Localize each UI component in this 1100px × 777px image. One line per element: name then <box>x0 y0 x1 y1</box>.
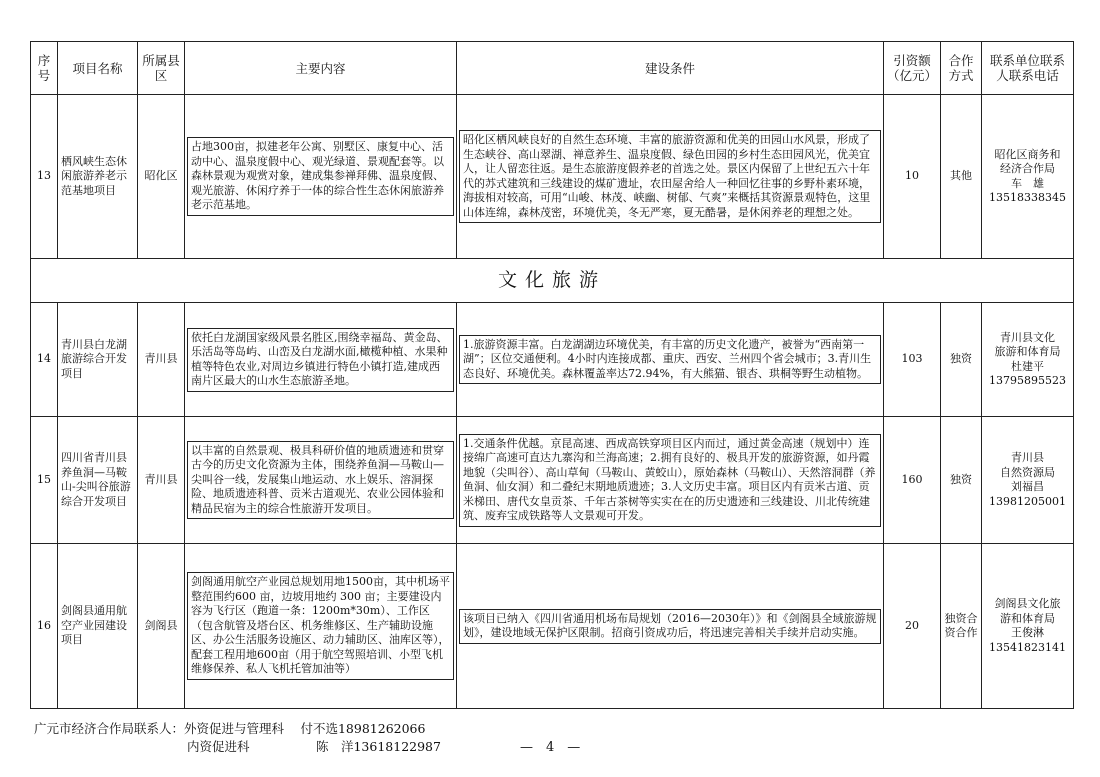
header-mode: 合作方式 <box>941 42 982 95</box>
row-county: 剑阁县 <box>138 544 185 709</box>
row-content <box>185 303 457 417</box>
row-investment: 10 <box>884 95 941 259</box>
contact-person: 杜建平 <box>1011 359 1044 373</box>
row-name: 剑阁县通用航空产业园建设项目 <box>58 544 138 709</box>
row-county: 青川县 <box>138 303 185 417</box>
row-contact <box>982 95 1074 259</box>
row-county: 昭化区 <box>138 95 185 259</box>
header-conditions: 建设条件 <box>457 42 884 95</box>
contact-phone: 13541823141 <box>989 640 1066 654</box>
contact-phone: 13518338345 <box>989 191 1066 204</box>
row-mode: 独资 <box>941 303 982 417</box>
row-contact <box>982 303 1074 417</box>
row-content-text: 剑阁通用航空产业园总规划用地1500亩，其中机场平整范围约600 亩，边坡用地约 300 亩；主要建设内容为飞行区（跑道一条：1200m*30m）、工作区（包含航管及塔台区、机务维修区、生产辅助设施区、办公生活服务设施区、动力辅助区、油库区等），配套工程用地600亩（用于航空驾照培训、小型飞机维修保养、私人飞机托管加油等） <box>187 572 454 680</box>
contact-unit: 青川县 <box>1011 451 1044 464</box>
contact-person: 王俊淋 <box>1011 626 1044 639</box>
header-county: 所属县区 <box>138 42 185 95</box>
header-investment: 引资额（亿元） <box>884 42 941 95</box>
row-content <box>185 95 457 259</box>
row-seq: 14 <box>31 303 58 417</box>
footer-line-1: 广元市经济合作局联系人：外资促进与管理科 付不选18981262066 <box>34 721 426 736</box>
contact-unit: 剑阁县文化旅 <box>994 597 1061 610</box>
row-conditions <box>457 303 884 417</box>
row-conditions <box>457 417 884 544</box>
table-row <box>31 303 1074 417</box>
header-contact: 联系单位联系人联系电话 <box>982 42 1074 95</box>
table-row <box>31 544 1074 709</box>
row-conditions-text: 昭化区栖风峡良好的自然生态环境、丰富的旅游资源和优美的田园山水风景，形成了生态峡谷、高山翠湖、禅意养生、温泉度假、绿色田园的乡村生态田园风光，优美宜人，让人留恋往返。是生态旅游度假养老的首选之处。景区内保留了上世纪五六十年代的苏式建筑和三线建设的煤矿遗址，农田屋舍给人一种回忆往事的乡野朴素环境，海拔相对较高，可用“山峻、林茂、峡幽、树郁、气爽”来概括其资源景观特色，这里山体连绵，森林茂密，环境优美，冬无严寒，夏无酷暑，是休闲养老的理想之处。 <box>459 130 881 223</box>
row-seq: 13 <box>31 95 58 259</box>
footer-line-2: 内资促进科 陈 洋13618122987 <box>187 739 441 754</box>
header-name: 项目名称 <box>58 42 138 95</box>
row-conditions-text: 1.交通条件优越。京昆高速、西成高铁穿项目区内而过，通过黄金高速（规划中）连接绵广高速可直达九寨沟和兰海高速；2.拥有良好的、极具开发的旅游资源，如丹霞地貌（尖叫谷）、高山草甸（马鞍山、黄蛟山），原始森林（马鞍山）、天然溶洞群（养鱼洞、仙女洞）和二叠纪末期地质遗迹；3.人文历史丰富。项目区内有贡米古道、贡米梯田、唐代女皇贡茶、千年古茶树等实实在在的历史遗迹和三线建设、川北传统建筑、废弃宝成铁路等人文景观可开发。 <box>459 434 881 527</box>
category-title: 文化旅游 <box>31 259 1074 303</box>
contact-unit: 昭化区商务和 <box>994 147 1061 161</box>
header-content: 主要内容 <box>185 42 457 95</box>
contact-unit-2: 经济合作局 <box>1000 162 1055 175</box>
row-contact <box>982 544 1074 709</box>
header-seq: 序号 <box>31 42 58 95</box>
row-investment: 160 <box>884 417 941 544</box>
row-conditions <box>457 95 884 259</box>
table-row <box>31 417 1074 544</box>
row-investment: 103 <box>884 303 941 417</box>
category-row <box>31 259 1074 303</box>
contact-phone: 13795895523 <box>989 374 1066 387</box>
header-row <box>31 42 1074 95</box>
row-seq: 16 <box>31 544 58 709</box>
row-conditions <box>457 544 884 709</box>
row-conditions-text: 1.旅游资源丰富。白龙湖湖边环境优美，有丰富的历史文化遗产，被誉为“西南第一湖”；区位交通便利。4小时内连接成都、重庆、西安、兰州四个省会城市；3.青川生态良好、环境优美。森林覆盖率达72.94%，有大熊猫、银杏、珙桐等野生动植物。 <box>459 335 881 385</box>
contact-unit-2: 游和体育局 <box>1000 611 1055 625</box>
table-row <box>31 95 1074 259</box>
contact-person: 车 雄 <box>1011 176 1044 190</box>
row-contact <box>982 417 1074 544</box>
footer-contacts <box>34 720 441 756</box>
row-content <box>185 544 457 709</box>
contact-unit-2: 旅游和体育局 <box>994 345 1061 358</box>
row-content-text: 依托白龙湖国家级风景名胜区,围绕幸福岛、黄金岛、乐活岛等岛屿、山峦及白龙湖水面,橄榄种植、水果种植等特色农业,对周边乡镇进行特色小镇打造,建成西南片区最大的山水生态旅游圣地。 <box>187 328 454 392</box>
row-mode: 独资 <box>941 417 982 544</box>
row-conditions-text: 该项目已纳入《四川省通用机场布局规划（2016—2030年）》和《剑阁县全域旅游规划》，建设地域无保护区限制。招商引资成功后，将迅速完善相关手续并启动实施。 <box>459 609 881 644</box>
row-seq: 15 <box>31 417 58 544</box>
row-name: 青川县白龙湖旅游综合开发项目 <box>58 303 138 417</box>
contact-unit: 青川县文化 <box>1000 330 1055 344</box>
row-name: 四川省青川县养鱼洞—马鞍山-尖叫谷旅游综合开发项目 <box>58 417 138 544</box>
row-content-text: 占地300亩，拟建老年公寓、别墅区、康复中心、活动中心、温泉度假中心、观光绿道、景观配套等。以森林景观为观赏对象，建成集参禅拜佛、温泉度假、观光旅游、休闲疗养于一体的综合性生态休闲旅游养老示范基地。 <box>187 137 454 216</box>
contact-phone: 13981205001 <box>989 494 1066 508</box>
row-investment: 20 <box>884 544 941 709</box>
contact-unit-2: 自然资源局 <box>1000 465 1055 479</box>
contact-person: 刘福昌 <box>1011 480 1044 493</box>
project-table <box>30 41 1074 709</box>
row-content-text: 以丰富的自然景观、极具科研价值的地质遗迹和贯穿古今的历史文化资源为主体，围绕养鱼洞—马鞍山—尖叫谷一线，发展集山地运动、水上娱乐、溶洞探险、地质遗迹科普、贡米古道观光、农业公园体验和精品民宿为主的综合性旅游开发项目。 <box>187 441 454 520</box>
row-mode: 其他 <box>941 95 982 259</box>
row-name: 栖风峡生态休闲旅游养老示范基地项目 <box>58 95 138 259</box>
page-number: — 4 — <box>520 740 581 755</box>
row-mode: 独资合资合作 <box>941 544 982 709</box>
row-county: 青川县 <box>138 417 185 544</box>
row-content <box>185 417 457 544</box>
